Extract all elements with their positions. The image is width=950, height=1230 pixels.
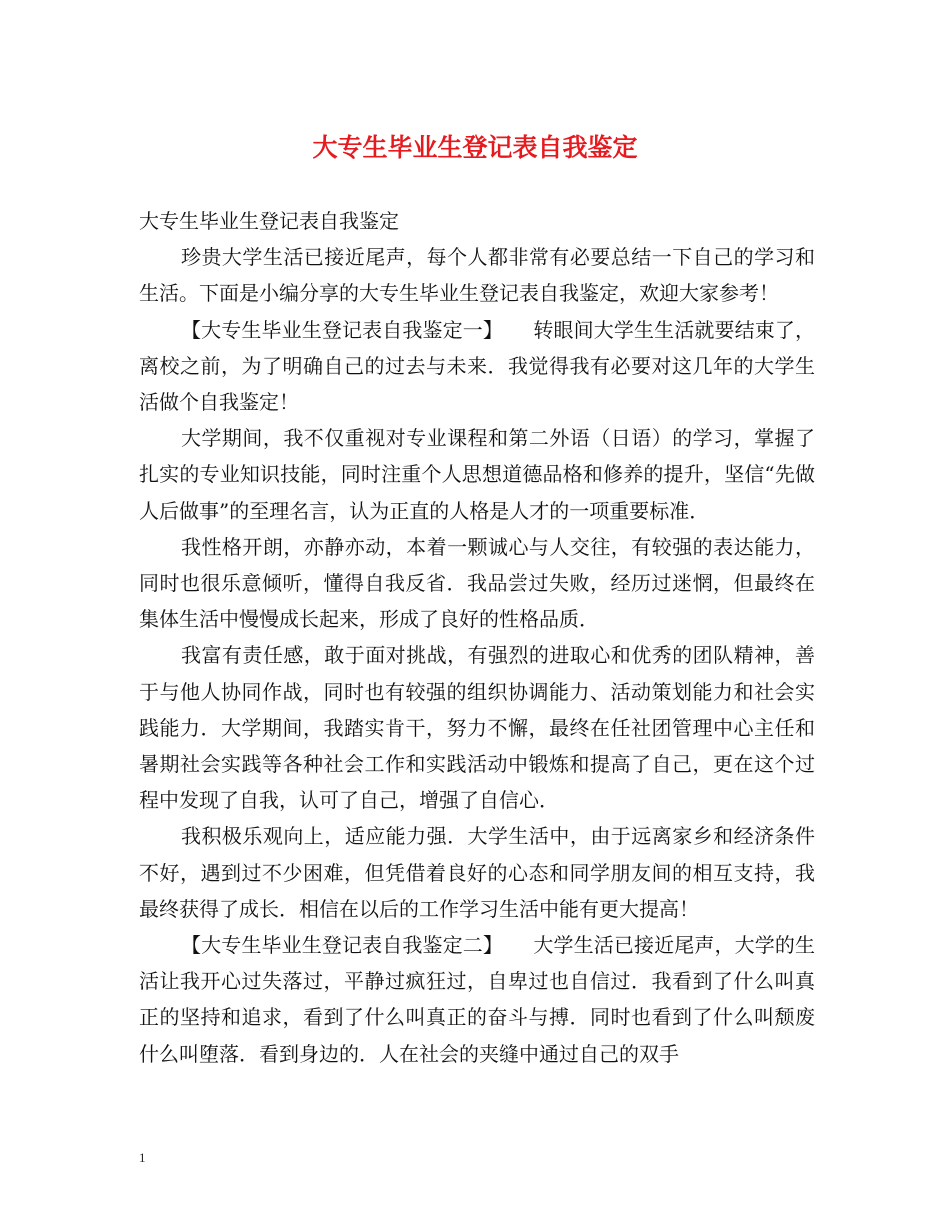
paragraph: 【大专生毕业生登记表自我鉴定一】 转眼间大学生生活就要结束了，离校之前，为了明确自己的过去与未来．我觉得我有必要对这几年的大学生活做个自我鉴定！ (139, 317, 815, 415)
paragraph: 【大专生毕业生登记表自我鉴定二】 大学生活已接近尾声，大学的生活让我开心过失落过，平静过疯狂过，自卑过也自信过．我看到了什么叫真正的坚持和追求，看到了什么叫真正的奋斗与搏．同时也看到了什么叫颓废什么叫堕落．看到身边的．人在社会的夹缝中通过自己的双手 (139, 933, 815, 1066)
paragraph: 我积极乐观向上，适应能力强．大学生活中，由于远离家乡和经济条件不好，遇到过不少困难，但凭借着良好的心态和同学朋友间的相互支持，我最终获得了成长．相信在以后的工作学习生活中能有更大提高！ (139, 824, 815, 921)
paragraph: 我富有责任感，敢于面对挑战，有强烈的进取心和优秀的团队精神，善于与他人协同作战，同时也有较强的组织协调能力、活动策划能力和社会实践能力．大学期间，我踏实肯干，努力不懈，最终在任社团管理中心主任和暑期社会实践等各种社会工作和实践活动中锻炼和提高了自己，更在这个过程中发现了自我，认可了自己，增强了自信心． (139, 643, 815, 813)
paragraph: 大专生毕业生登记表自我鉴定 (139, 209, 399, 233)
document-body (139, 203, 815, 1072)
document-title: 大专生毕业生登记表自我鉴定 (312, 133, 638, 162)
paragraph: 大学期间，我不仅重视对专业课程和第二外语（日语）的学习，掌握了扎实的专业知识技能，同时注重个人思想道德品格和修养的提升，坚信“先做人后做事”的至理名言，认为正直的人格是人才的一项重要标准． (139, 426, 815, 523)
paragraph: 我性格开朗，亦静亦动，本着一颗诚心与人交往，有较强的表达能力，同时也很乐意倾听，懂得自我反省．我品尝过失败，经历过迷惘，但最终在集体生活中慢慢成长起来，形成了良好的性格品质． (139, 534, 815, 632)
page-number: 1 (139, 1150, 146, 1165)
paragraph: 珍贵大学生活已接近尾声，每个人都非常有必要总结一下自己的学习和生活。下面是小编分享的大专生毕业生登记表自我鉴定，欢迎大家参考！ (139, 245, 815, 306)
